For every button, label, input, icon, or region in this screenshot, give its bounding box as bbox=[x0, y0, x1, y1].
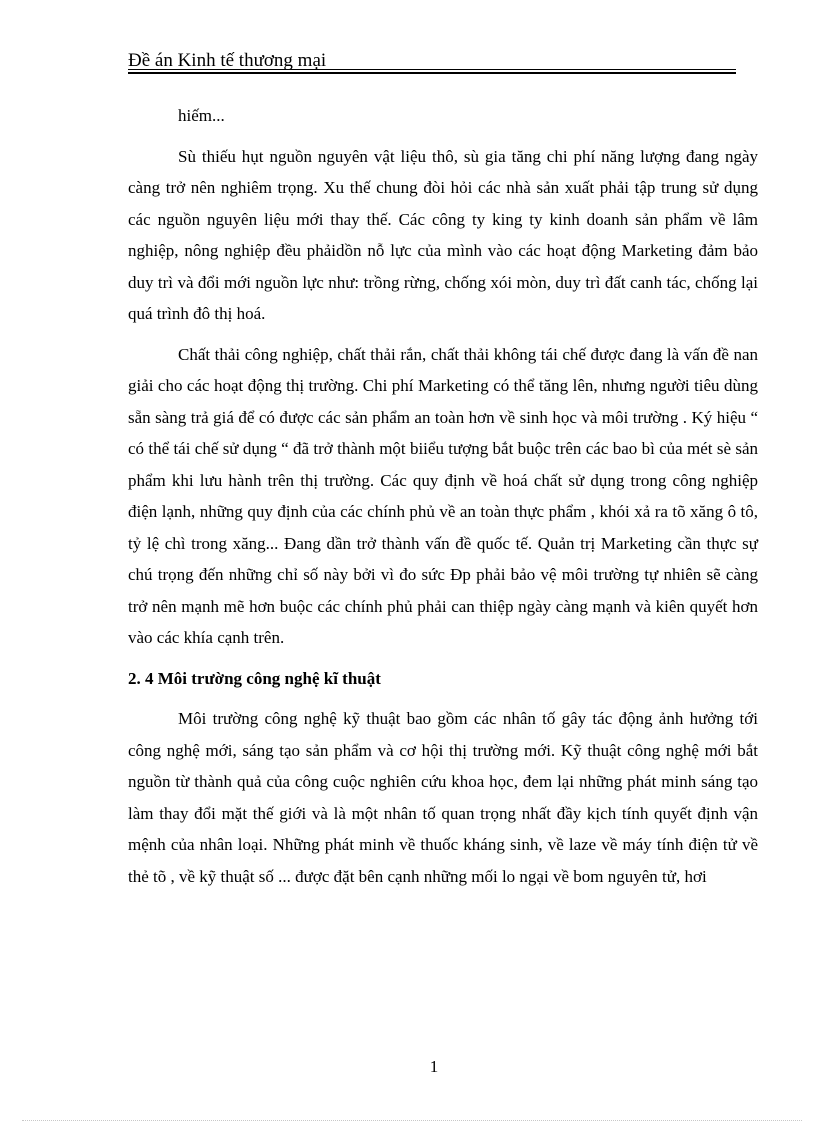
document-header-title: Đề án Kinh tế thương mại bbox=[128, 50, 327, 71]
fragment-paragraph: hiếm... bbox=[178, 106, 225, 125]
document-body bbox=[128, 100, 758, 892]
paragraph-gap bbox=[128, 654, 758, 663]
paragraph-waste: Chất thải công nghiệp, chất thải rắn, chất thải không tái chế được đang là vấn đề nan giải cho các hoạt động thị trường. Chi phí Marketing có thể tăng lên, nhưng người tiêu dùng sẵn sàng trả giá để có được các sản phẩm an toàn hơn về sinh học và môi trường . Ký hiệu “ có thể tái chế sử dụng “ đã trở thành một biiểu tượng bắt buộc trên các bao bì của mét sè sản phẩm khi lưu hành trên thị trường. Các quy định về hoá chất sử dụng trong công nghiệp điện lạnh, những quy định của các chính phủ về an toàn thực phẩm , khói xả ra tõ xăng ô tô, tỷ lệ chì trong xăng... Đang dần trở thành vấn đề quốc tế. Quản trị Marketing cần thực sự chú trọng đến những chỉ số này bởi vì đo sức Đp phải bảo vệ môi trường tự nhiên sẽ càng trở nên mạnh mẽ hơn buộc các chính phủ phải can thiệp ngày càng mạnh và kiên quyết hơn vào các khía cạnh trên. bbox=[128, 344, 758, 647]
paragraph-gap bbox=[128, 330, 758, 339]
paragraph-technology: Môi trường công nghệ kỹ thuật bao gồm các nhân tố gây tác động ảnh hưởng tới công nghệ mới, sáng tạo sản phẩm và cơ hội thị trường mới. Kỹ thuật công nghệ mới bắt nguồn từ thành quả của công cuộc nghiên cứu khoa học, đem lại những phát minh sáng tạo làm thay đổi mặt thế giới và là một nhân tố quan trọng nhất đầy kịch tính quyết định vận mệnh của nhân loại. Những phát minh về thuốc kháng sinh, về laze về máy tính điện tử về thẻ tõ , về kỹ thuật số ... được đặt bên cạnh những mối lo ngại về bom nguyên tử, hơi bbox=[128, 709, 758, 886]
section-heading: 2. 4 Môi trường công nghệ kĩ thuật bbox=[128, 668, 381, 688]
header-rule-thin bbox=[128, 69, 736, 70]
paragraph-raw-materials: Sù thiếu hụt nguồn nguyên vật liệu thô, sù gia tăng chi phí năng lượng đang ngày càng trở nên nghiêm trọng. Xu thế chung đòi hỏi các nhà sản xuất phải tập trung sử dụng các nguồn nguyên liệu mới thay thế. Các công ty king ty kinh doanh sản phẩm về lâm nghiệp, nông nghiệp đều phảidồn nỗ lực của mình vào các hoạt động Marketing đảm bảo duy trì và đổi mới nguồn lực như: trồng rừng, chống xói mòn, duy trì đất canh tác, chống lại quá trình đô thị hoá. bbox=[128, 146, 758, 323]
page-number: 1 bbox=[429, 1057, 439, 1076]
header-rule-thick bbox=[128, 72, 736, 74]
page-bottom-border bbox=[22, 1120, 802, 1121]
paragraph-gap bbox=[128, 132, 758, 141]
paragraph-gap bbox=[128, 694, 758, 703]
